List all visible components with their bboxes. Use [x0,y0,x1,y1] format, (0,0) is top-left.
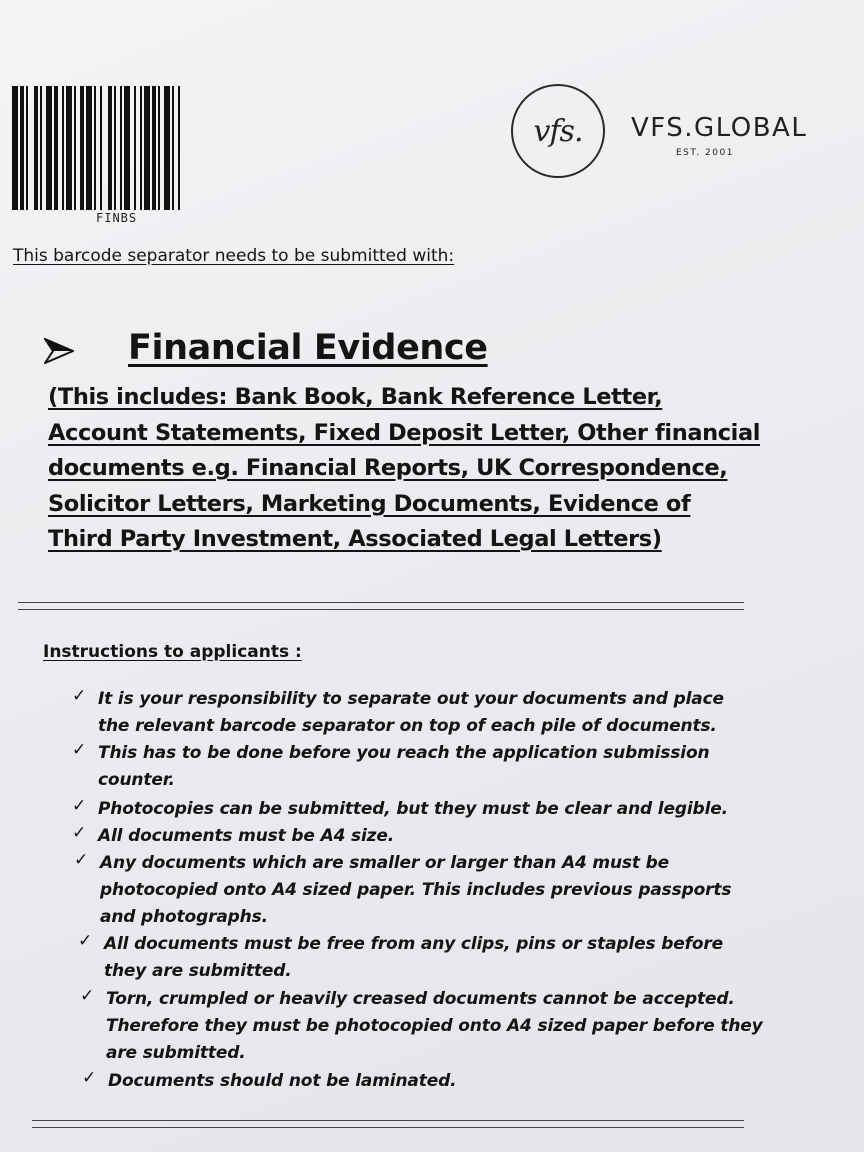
checkmark-icon: ✓ [72,686,87,706]
instruction-line: Therefore they must be photocopied onto A4 sized paper before they [106,1016,763,1036]
barcode-bar [134,86,136,210]
checkmark-icon: ✓ [82,1068,97,1088]
category-includes [48,380,768,558]
barcode-bar [144,86,150,210]
instruction-text [104,931,723,985]
vfs-logo-established: EST. 2001 [676,148,734,158]
checkmark-icon: ✓ [72,740,87,760]
instruction-line: It is your responsibility to separate out your documents and place [98,689,724,709]
barcode-bar [108,86,112,210]
barcode-bar [94,86,96,210]
instruction-text [108,1068,456,1095]
instruction-text [100,850,731,931]
checkmark-icon: ✓ [80,986,95,1006]
instruction-line: Photocopies can be submitted, but they must be clear and legible. [98,799,728,819]
barcode-bar [120,86,122,210]
category-title: Financial Evidence [128,328,488,368]
barcode-bar [86,86,92,210]
includes-line: documents e.g. Financial Reports, UK Correspondence, [48,455,728,481]
instruction-line: Torn, crumpled or heavily creased documents cannot be accepted. [106,989,735,1009]
barcode [12,86,230,210]
instruction-line: the relevant barcode separator on top of each pile of documents. [98,716,717,736]
checkmark-icon: ✓ [72,823,87,843]
barcode-bar [172,86,174,210]
instructions-heading: Instructions to applicants : [43,642,302,662]
instruction-line: photocopied onto A4 sized paper. This includes previous passports [100,880,732,900]
instruction-text [98,740,709,794]
barcode-bar [114,86,116,210]
vfs-logo-brand: VFS.GLOBAL [631,113,808,143]
barcode-bar [40,86,42,210]
barcode-bar [62,86,64,210]
checkmark-icon: ✓ [72,796,87,816]
checkmark-icon: ✓ [74,850,89,870]
instruction-line: All documents must be free from any clips, pins or staples before [104,934,724,954]
barcode-bar [20,86,24,210]
barcode-bar [12,86,18,210]
barcode-bar [26,86,28,210]
includes-line: Third Party Investment, Associated Legal Letters) [48,526,662,552]
barcode-bar [100,86,102,210]
barcode-bar [124,86,130,210]
barcode-bar [164,86,170,210]
instruction-line: All documents must be A4 size. [98,826,395,846]
instruction-line: Documents should not be laminated. [108,1071,457,1091]
barcode-caption: FINBS [96,211,138,225]
instruction-line: are submitted. [106,1043,246,1063]
instruction-text [98,686,724,740]
divider-bottom [32,1120,744,1128]
instruction-line: they are submitted. [104,961,292,981]
barcode-bar [140,86,142,210]
instruction-text [106,986,763,1067]
divider-top [18,602,744,610]
barcode-bar [54,86,58,210]
arrow-bullet-icon [44,338,74,364]
barcode-bar [158,86,160,210]
instruction-text [98,823,394,850]
barcode-bar [178,86,180,210]
instruction-line: counter. [98,770,175,790]
barcode-bar [74,86,76,210]
barcode-bar [152,86,156,210]
barcode-bar [46,86,52,210]
barcode-bar [34,86,38,210]
vfs-global-logo [511,84,831,184]
barcode-bar [80,86,84,210]
intro-text: This barcode separator needs to be submitted with: [13,246,455,266]
includes-line: (This includes: Bank Book, Bank Reference Letter, [48,384,663,410]
instruction-line: and photographs. [100,907,268,927]
barcode-bar [66,86,72,210]
instruction-text [98,796,728,823]
vfs-logo-mark: vfs. [533,113,583,149]
checkmark-icon: ✓ [78,931,93,951]
instruction-line: Any documents which are smaller or larger than A4 must be [100,853,670,873]
includes-line: Solicitor Letters, Marketing Documents, Evidence of [48,490,691,517]
instruction-line: This has to be done before you reach the application submission [98,743,710,763]
vfs-logo-circle [511,84,605,178]
includes-line: Account Statements, Fixed Deposit Letter, Other financial [48,419,761,446]
